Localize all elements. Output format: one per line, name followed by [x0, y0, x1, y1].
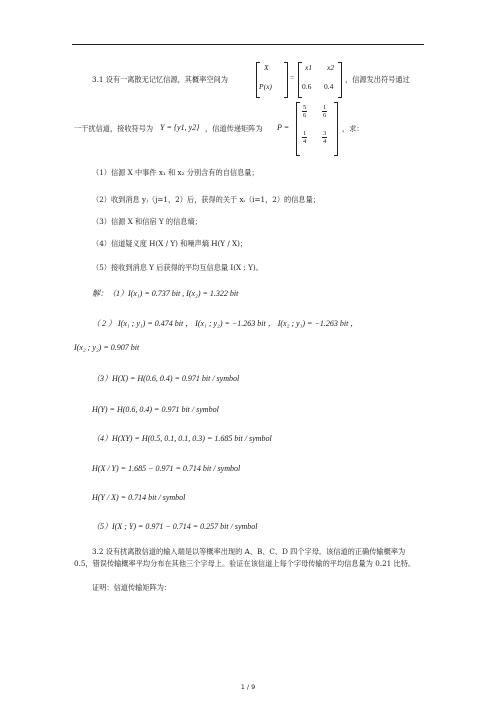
problem-3-2-proof: 证明：信道传输矩阵为：	[92, 583, 172, 592]
question-1: （1）信源 X 中事件 x₁ 和 x₂ 分别含有的自信息量；	[92, 168, 259, 177]
space-p2: 0.4	[324, 82, 334, 91]
page-number: 1 / 9	[240, 683, 256, 691]
question-5: （5）接收到消息 Y 后获得的平均互信息量 I(X ; Y)。	[92, 263, 263, 272]
question-3: （3）信源 X 和信宿 Y 的信息熵；	[92, 217, 202, 226]
problem-3-1-line2-c: ，求：	[342, 124, 364, 133]
problem-3-2-text: 3.2 设有扰离散信道的输入端是以等概率出现的 A、B、C、D 四个字母。该信道的正确传输概率为 0.5，错误传输概率平均分布在其他三个字母上。验证在该信道上每个字母传输的平均信息量为 0.21 比特。	[74, 547, 416, 568]
solution-3-line2: H(Y) = H(0.6, 0.4) = 0.971 bit / symbol	[92, 405, 219, 414]
problem-3-1-line2: 一干扰信道，接收符号为	[74, 124, 154, 133]
matrix-cell-11: $\frac{5}{6}$	[303, 104, 307, 119]
matrix-cell-21: $\frac{1}{4}$	[303, 130, 307, 145]
left-bracket-2	[298, 62, 302, 98]
right-bracket-2	[338, 62, 342, 98]
equals-sign: =	[290, 73, 295, 82]
problem-3-1-intro-tail: ，信源发出符号通过	[345, 75, 410, 84]
header-rule	[72, 44, 424, 45]
space-x2: x2	[327, 63, 335, 72]
solution-2-line1: （ 2 ） I(x₁ ; y₁) = 0.474 bit ， I(x₁ ; y₂) = −1.263 bit ， I(x₂ ; y₁) = −1.263 bit ，	[92, 319, 359, 328]
left-bracket	[256, 62, 260, 98]
matrix-left-bracket	[296, 102, 300, 156]
matrix-label: P =	[277, 123, 290, 132]
problem-3-1-intro: 3.1 设有一离散无记忆信源，其概率空间为	[92, 75, 228, 84]
question-4: （4）信道疑义度 H(X / Y) 和噪声熵 H(Y / X)；	[92, 239, 248, 248]
solution-5: （5）I(X ; Y) = 0.971 − 0.714 = 0.257 bit / symbol	[92, 522, 258, 531]
right-bracket	[284, 62, 288, 98]
space-x1: x1	[305, 63, 313, 72]
solution-2-line2: I(x₂ ; y₂) = 0.907 bit	[74, 343, 140, 352]
matrix-right-bracket	[334, 102, 338, 156]
space-X: X	[264, 63, 269, 72]
received-symbols: Y = {y1, y2}	[160, 123, 200, 132]
solution-3-line1: （3）H(X) = H(0.6, 0.4) = 0.971 bit / symbol	[92, 374, 240, 383]
solution-1: 解：（1）I(x₁) = 0.737 bit , I(x₂) = 1.322 bit	[92, 289, 239, 298]
space-p1: 0.6	[302, 82, 312, 91]
matrix-cell-22: $\frac{3}{4}$	[323, 130, 327, 145]
solution-4-line1: （4）H(XY) = H(0.5, 0.1, 0.1, 0.3) = 1.685 bit / symbol	[92, 434, 272, 443]
problem-3-1-line2-b: ，信道传递矩阵为	[205, 124, 263, 133]
solution-4-line3: H(Y / X) = 0.714 bit / symbol	[92, 493, 186, 502]
matrix-cell-12: $\frac{1}{6}$	[323, 104, 327, 119]
question-2: （2）收到消息 yⱼ（j=1，2）后，获得的关于 xᵢ（i=1，2）的信息量；	[92, 195, 320, 204]
solution-4-line2: H(X / Y) = 1.685 − 0.971 = 0.714 bit / symbol	[92, 464, 241, 473]
space-Px: P(x)	[259, 82, 272, 91]
